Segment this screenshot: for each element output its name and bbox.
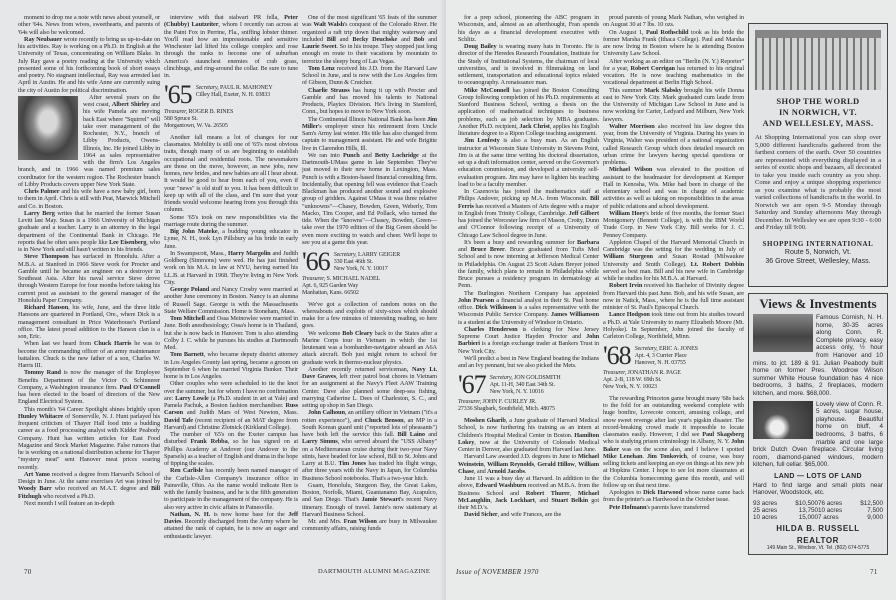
shopping-international-ad: [748, 23, 888, 287]
paragraph-text: for a prep school, pioneering the ABC program in Wisconsin, and, almost as an afterthought, Fran spends his days as a financial development executive with Schlitz.: [458, 14, 599, 43]
paragraph-text: The Burlington Northern Company has appointed John Pearson a financial analyst in their St. Paul home office. Dick Wilkinson is a sales representative with the Wisconsin Public Service Company. James Williamson is a student at the University of Windsor in Ontario.: [458, 289, 599, 326]
paragraph-text: Tom Mitchell and Ossa Meinowlee were married in June. Both anesthesiology; Ossa's home is in Thailand, but she is now back in Hanover. Tom is also attending Colby J. C. while he pursues his studies at Dartmouth Med.: [164, 315, 298, 352]
news-paragraph: [164, 431, 298, 467]
paragraph-text: Larry Berg writes that he married the former Susan Levitt last May. Susan is a 1966 University of Michigan graduate and a teacher. Larry is an attorney in the legal department of the Continental Bank in Chicago. He reports that he often sees people like Lee Eisenberg, who is in New York and still hasn't written to his friends.: [18, 209, 160, 253]
secretary-address: Secretary, ERIC A. JONES Apt. 4, 3 Currier Place Hanover, N. H. 03755: [634, 346, 698, 367]
news-paragraph: [603, 87, 744, 123]
lot-size: 10 acres: [753, 514, 778, 522]
class-header: [164, 80, 298, 110]
paragraph-text: Richard Hanson, his wife, June, and the three little Hansons are quartered in Portland, Ore., where Dick is a management consultant in Price Waterhouse's Portland office. The latest proud addition to the Hanson clan is a son, Eric.: [18, 304, 160, 340]
paragraph-text: We'll predict a best in New England boating the Indians and an Ivy pennant, but we also picked the Mets.: [458, 354, 599, 369]
news-paragraph: [18, 471, 160, 500]
news-paragraph: [164, 467, 298, 511]
paragraph-text: George Poland and Nancy Crosby were married at another June ceremony in Boston. Nancy is an alumna of Russell Sage. George is with the Massachusetts State Welfare Commission. Home is Stoneham, Mass.: [164, 286, 298, 315]
paragraph-text: It's been a busy and rewarding summer for Barbara and Bruce Breer. Bruce graduated from Tufts Med School and is now interning at Jefferson Medical Center in Philadelphia. On August 23 Scott Adam Breyer joined the family, which plans to remain in Philadelphia while Bruce pursues a residency program in dermatology at Penn.: [458, 238, 599, 290]
news-paragraph: [458, 511, 599, 518]
news-paragraph: [18, 304, 160, 340]
news-paragraph: [18, 14, 160, 36]
news-paragraph: [458, 355, 599, 370]
paragraph-text: We ran into Punch and Betty Lochridge at the Dartmouth-UMass game in late September. They've just moved to their new home in Lexington, Mass. Punch is with a Boston-based financial consulting firm. Incidentally, that opening fell was evidence that Coach Blackman has produced another sound and explosive group of gridders. Against UMass it was three relative "unknowns"—Chasey, Bowden, Green, Weberly, Tom Macko, Tim Cooper, and Ed Pollack, who turned the tide. When the "knowns"—Chasey, Bowden, Green—take over the 1970 edition of the Big Green should be even more exciting to watch and cheer. We'll hope to see you at a game this year.: [302, 151, 438, 246]
paragraph-text: Jim Lenfesty is also a busy man. As an English instructor at Wisconsin State University in Stevens Point, Jim is at the same time writing his doctoral dissertation, set up a draft information center, served on the Governor's education commission, and developed a university self-evaluation program. Jim may have to lighten his teaching load to be a faculty member.: [458, 137, 599, 188]
paragraph-text: Next month I will feature an in-depth: [24, 499, 115, 507]
paragraph-text: We've got a collection of random notes on the whereabouts and exploits of sixty-sixes which should make for a few minutes of interesting reading, so here goes.: [302, 300, 437, 330]
paragraph-text: Moshen Gharib, a June graduate of Harvard Medical School, is now furthering his training as an intern at Children's Hospital Medical Center in Boston. Hamilton Lokey, now at the University of Colorado Medical Center in Denver, also graduated from Harvard last June.: [458, 417, 599, 454]
paragraph-text: William Hoey's bride of five months, the former Staci Montgomery (Bennett College), is with the IBM World Trade Corp. in New York City. Bill works for J. C. Penney Company.: [603, 209, 744, 239]
news-paragraph: [18, 36, 160, 94]
lot-price: 7,500: [867, 507, 883, 515]
news-paragraph: [458, 453, 599, 475]
lot-price: $12,500: [860, 500, 883, 508]
news-paragraph: [18, 406, 160, 471]
news-paragraph: [458, 326, 599, 355]
paragraph-text: The Continental Illinois National Bank has been Jim Miller's employer since his retirement from Uncle Sam's Army last winter. His title has also changed from captain to management assistant. He and wife Brigitte live in Clarendon Hills, Ill.: [302, 115, 437, 152]
paragraph-text: This month's '64 Career Spotlight shines brightly upon Hunley Whitacre of Somerville, N. J. Hunt parlayed his frequent criticism of Thayer Hall food into a budding career as a food processing analyst with Kidder Peabody Company. Hunt has written articles for East Food Magazine and Stock Market Magazine. False rumors that he is working on a national distribution scheme for Thayer "mystery meat" sent Hanover meat prices soaring recently.: [18, 405, 160, 471]
news-paragraph: [18, 500, 160, 507]
headline-line: AND WELLESLEY, MASS.: [762, 118, 874, 128]
issue-date: Issue of NOVEMBER 1970: [456, 568, 539, 576]
news-paragraph: [603, 282, 744, 311]
paragraph-text: Steve Thompson has surfaced in Honolulu. After a M.B.A. at Stanford in 1966 Steve work for Procter and Gamble until he became an engineer on a destroyer in Southeast Asia. After his naval service Steve drove through Western Europe for four months before taking his current post as assistant to the general manager of the Honolulu Paper Company.: [18, 253, 160, 304]
lot-row: [753, 507, 883, 514]
paragraph-text: Big John Mateke, a budding young educator in Lyme, N. H., took Lyn Pillsbury as his bride in early June.: [164, 228, 298, 250]
treasurer-address: Treasurer, JONATHAN R. PAGE Apt. 2-B, 118 W. 69th St. New York, N. Y. 10023: [603, 370, 681, 391]
paragraph-text: Ren Carlisle has recently been named manager of the Carlisle-Allen Company's insurance office in Painsville, Ohio. As the name would indicate Ren is with the family business, and he is the fifth generation to participate in the management of the company. He is also very active in civic affairs in Painesville.: [164, 467, 298, 511]
realty-ad: [748, 293, 888, 555]
news-paragraph: [302, 482, 437, 518]
listing: [753, 401, 883, 469]
paragraph-text: The rewarding Princeton game brought many '68s back to the fold for an outstanding weekend complete with huge bonfire, Lovecote concert, amusing collage, and snow sweet revenge after last year's pigskin disaster. The record-breaking crowd made it impossible to locate classmates easily. However, I did see Paul Skagsberg who is studying prison criminology in Albany, N. Y. John Baker was on the scene also, and I believe I spotted Mike Lenehan. Jim Tonkovich, of course, was busy selling tickets and keeping an eye on things at his new job at Hopkins Center. I hope to see lot more classmates at the Columbia homecoming game this month, and will follow up on that next time.: [603, 394, 745, 489]
news-paragraph: [603, 504, 744, 511]
paragraph-text: proud parents of young Mark Nathan, who weighed in on August 30 at 7 lbs. 10 ozs.: [603, 14, 744, 29]
paragraph-text: In Cazenovia has joined the mathematics staff at Philips Andover, picking up M.A. from Wisconsin. Bill Ferris has received a Masters of Arts degree with a major in English from Trinity College, Cambridge. Jeff Gilbert has joined the Worcester law firm of Mason, Crotty, Dunn and O'Connor following receipt of a University of Chicago Law School degree in June.: [458, 188, 599, 239]
news-paragraph: [302, 330, 437, 366]
news-paragraph: [302, 409, 437, 482]
news-paragraph: [458, 188, 599, 239]
column-2: [164, 14, 298, 540]
paragraph-text: Tom Lenz received his J.D. from the Harvard Law School in June, and is now with the Los Angeles firm of Gibson, Dunn & Crutcher.: [302, 64, 437, 87]
paragraph-text: Other couples who were scheduled to tie the knot over the summer, but for whom I have no confirmation are: Larry Lowle (a Ph.D. student in art at Yale) and Pamela Pachuk, a Boston fashion merchandiser. Russ Carson and Judith Mars of West Newton, Mass. David Tafe (recent recipient of an MAT degree from Harvard) and Christine Zlotnick (Kirkland College).: [164, 380, 298, 431]
lot-size: 10 acres: [817, 507, 843, 515]
news-paragraph: [603, 311, 744, 340]
column-1: [18, 14, 160, 507]
news-paragraph: [18, 94, 160, 188]
news-paragraph: [164, 214, 298, 229]
listing-text: Lovely view of Conn. R. 5 acres, sugar house, playhouse. Beautiful home on bluff, 4 bedrooms, 3 baths, 6 marble and one large brick Dutch Oven fireplace. Circular living room, diamond-paned windows, modern kitchen, full cellar. $65,000.: [753, 400, 883, 469]
paragraph-text: Tommy Rand is now the manager of the Employee Benefits Department of the Victor O. Schinnerer Company, a Washington insurance firm. Paul O'Connell has been elected to the board of directors of the New England Electrical System.: [18, 369, 161, 406]
house-photo: [753, 314, 813, 352]
paragraph-text: Chris Palmer and his wife have a new baby girl, born to them in April. Chris is still with Peat, Marwick Mitchell and Co. in Boston.: [18, 188, 160, 210]
ad-company-name: SHOPPING INTERNATIONAL: [762, 239, 874, 248]
news-paragraph: [458, 137, 599, 188]
paragraph-text: John Calhoun, an artillery officer in Vietnam ("it's a rotten experience"), and Chuck Benson, an MP in a South Korean guard unit ("reported lots of pheasants") have both left the service this fall. Bill Laino and Larry Simms, who served aboard the "USS Albany" on a Mediterranean cruise during their two-year Navy stints, have headed for law school, Bill to St. Johns and Larry at B.U. Tim Jones has traded his flight wings, after three years with the Navy in Japan, for Columbia Business School notebooks. That's a two-year hitch.: [302, 409, 437, 482]
news-paragraph: [458, 87, 599, 138]
news-paragraph: [164, 315, 298, 351]
news-paragraph: [164, 134, 298, 214]
headline-line: IN NORWICH, VT.: [778, 107, 858, 117]
news-paragraph: [302, 152, 437, 246]
shop-building-illustration: [755, 30, 881, 90]
page-number: 70: [24, 568, 32, 576]
news-paragraph: [458, 290, 599, 326]
paragraph-text: Nathan, N. H. is now home base for the Jeff Davies. Recently discharged from the Army where he attained the rank of captain, he is now an eager and enthusiastic lawyer.: [164, 510, 298, 540]
paragraph-text: When last we heard from Chuck Harris he was to become the commanding officer of an army maintenance battalion. Chuck is the new father of a son, Charles W. Harris III.: [18, 340, 160, 369]
class-year: '65: [164, 80, 192, 110]
news-paragraph: [603, 14, 744, 29]
news-paragraph: [458, 417, 599, 453]
land-lots-table: [753, 500, 883, 521]
paragraph-text: Lance Hodgson took time out from his studies toward a Ph.D. at Yale University to marry Elizabeth Moore (Mt. Holyoke). In September, John joined the faculty of Carleton College, Northfield, Minn.: [603, 311, 744, 340]
news-paragraph: [302, 116, 437, 152]
paragraph-text: David Sicher, and wife Frances, are the: [464, 511, 562, 519]
news-paragraph: [458, 43, 599, 87]
class-year: '68: [603, 341, 631, 371]
paragraph-text: Appleton Chapel of the Harvard Memorial Church in Cambridge was the setting for the wedding in July of William Sturgeon and Susan Rostad (Milwaukee University and Smith College). Lt. Robert Dobbin served as best man. Bill and his new wife in Cambridge while he studies for his M.B.A. at Harvard.: [603, 238, 744, 282]
class-header: [302, 247, 437, 276]
news-paragraph: [302, 301, 437, 330]
realtor-name: HILDA B. RUSSELL: [776, 524, 860, 534]
secretary-address: Secretary, LARRY GEIGER 330 East 46th St. New York, N. Y. 10017: [333, 252, 401, 272]
news-paragraph: [603, 166, 744, 210]
paragraph-text: Apologies to Dick Harwood whose name came back from the printer's as Hardwood in the October issue.: [603, 489, 744, 504]
news-paragraph: [18, 210, 160, 254]
news-paragraph: [18, 253, 160, 304]
portrait-photo: [18, 96, 78, 160]
paragraph-text: Michael Wilson was elevated to the position of assistant to the headmaster for development at Kemper Hall in Kenosha, Wis. Mike had been in charge of the elementary school and was in charge of academic activities as well as taking on responsibilities in the areas of public relations and school development.: [603, 166, 744, 210]
news-paragraph: [302, 87, 437, 116]
paragraph-text: interview with that stalwart PR fella, Peter (Chubby) Lautzeiter, whom I recently ran across at the Paint Fox in Perrine, Fla., sniffing lobster thimer. You'll read how an impressionable and sensitive Winchester lad lifted his college complex and rose through the ranks to become one of suburban America's staunchest enemies of crab grass, clinchbugs, and ring-around the collar. Be sure to tune in.: [164, 14, 299, 79]
paragraph-text: Another recently returned serviceman, Navy Lt. Dave Graves, left river patrol boat chores in Vietnam for an assignment at the Navy's Fleet AAW Training Center. Dave also planned some deep-sea fishing, marrying Catherine L. Dees of Charleston, S. C., and setting up shop in San Diego.: [302, 365, 437, 410]
paragraph-text: Ray Neubauer wrote recently to bring us up-to-date on his activities. Ray is working on a Ph.D. in English at the University of Texas, concentrating on William Blake. In July Ray gave a poetry reading at the University which presented some of his forthcoming book of short essays and poetry. No stagnant intellectual, Ray was arrested last April in Austin. He and his wife Anne are currently suing the city of Austin for political discrimination.: [18, 35, 161, 94]
news-paragraph: [164, 380, 298, 431]
paragraph-text: One of the most significant '65 feats of the summer was Walt Walsh's conquest of the Colorado River. He organized a raft trip down that mighty waterway and included Bill and Becky Deuchske and Bob and Laurie Sweet. So in his troupe. They stopped just long enough en route to their vacations by mountain to terrorize the sleepy burg of Las Vegas.: [302, 14, 437, 65]
secretary-address: Secretary, JON GOLDSMITH Apt. 11-H, 340 East 34th St. New York, N. Y. 10016: [489, 375, 561, 396]
paragraph-text: Mr. and Mrs. Fran Wilson are busy in Milwaukee community affairs, raising funds: [302, 518, 437, 533]
news-paragraph: [458, 239, 599, 290]
paragraph-text: On August 1, Paul Rothschild took as his bride the former Marsha Frank (Ithaca College). Paul and Marsha are now living in Boston where he is attending Boston University Law School.: [603, 28, 744, 58]
house-photo: [753, 401, 813, 439]
column-4: [458, 14, 599, 519]
paragraph-text: The number of '65's on the Exeter campus has disturbed Frank Rebba, so he has signed on at Phillips Academy at Andover (our Andover to the Sparsels) as a teacher of English and drama in the hope of tipping the scales.: [164, 431, 298, 468]
paragraph-text: Mike McConnell has joined the Boston Consulting Group following completion of his Ph.D. requirements at Stanford Business School, writing a thesis on the application of mathematical techniques to business problems, such as job selection by MBA graduates. Another Ph.D. recipient, Jack Christ, applies his English literature degree to a Ripon College teaching assignment.: [458, 86, 599, 137]
paragraph-text: Art Yamo received a degree from Harvard's School of Design in June. At the same exercises Art was joined by Woody Barr who received an M.A.T. degree and Bill Fitzhugh who received a Ph.D.: [18, 470, 161, 500]
news-paragraph: [603, 239, 744, 283]
lot-price: 15,000: [798, 514, 818, 522]
land-intro: Hard to find large and small plots near Hanover, Woodstock, etc.: [753, 481, 883, 497]
paragraph-text: Some '65's took on new responsibilities via the marriage route during the summer.: [164, 213, 298, 228]
lot-size: 76 acres: [817, 500, 843, 508]
paragraph-text: In Swampscott, Mass., Harry Margolin and Judith Goldberg (Simmons) were wed. He has just finished work on his M.A. in law at NYU, having earned his LL.B. at Harvard in 1968. They're living in New York City.: [164, 249, 298, 286]
page-number: 71: [870, 568, 878, 576]
news-paragraph: [164, 351, 298, 380]
paragraph-text: Charlie Strauss has hung it up with Procter and Gamble and has moved his talents to National Products, Playtex Division. He's living in Stamford, Conn., but hopes to move to New York soon.: [302, 86, 437, 116]
news-paragraph: [458, 475, 599, 511]
class-header: [458, 370, 599, 400]
paragraph-text: Guam, Honolulu, Sturgeon Bay, the Great Lakes, Boston, Norfolk, Miami, Guantanamo Bay, Acapulco, and San Diego. That's Jamie Stewart's recent Navy itinerary. Enough of travel. Jamie's now stationary at Harvard Business School.: [302, 481, 438, 518]
class-header: [603, 341, 744, 371]
paragraph-text: Doug Bailey is wearing many hats in Toronto. He is director of the Heredes Research Foundation, Institute for the Study of Institutional Systems, the chairman of local universities, and is involved in filmmaking on land settlement, transportation and educational topics related to oceanography. A renaissance man.: [458, 43, 599, 87]
secretary-address: Secretary, PAUL R. MAHONEY Cilley Hall, Exeter, N. H. 03833: [195, 85, 273, 99]
news-paragraph: [164, 228, 298, 250]
news-paragraph: [603, 395, 744, 489]
news-paragraph: [458, 14, 599, 43]
paragraph-text: moment to drop me a note with news about yourself, or other '64s. News from wives, sweethearts, and parents of '64s will also be welcomed.: [18, 14, 160, 36]
news-paragraph: [18, 188, 160, 210]
news-paragraph: [164, 250, 298, 286]
news-paragraph: [302, 14, 437, 65]
paragraph-text: We welcome Bob Cleary back to the States after a Marine Corps tour in Vietnam in which the 1st lieutenant was a bombardier-navigator aboard an A6A attack aircraft. Bob just might return to school for graduate work in thermo-nuclear physics.: [302, 329, 438, 366]
paragraph-text: Harvard Law awarded J.D. degrees in June to Michael Weinstein, William Reynolds, Gerald Hillow, William Chase, and Arnold Jacobs.: [458, 453, 600, 475]
paragraph-text: Robert Irvin received his Bachelor of Divinity degree from Harvard this past June. Bob, and his wife Susan, are now in Natick, Mass., where he is the full time assistant minister of St. Paul's Episcopal Church.: [603, 282, 745, 311]
lot-row: [753, 514, 883, 521]
ad-body: At Shopping International you can shop over 5,000 different handicrafts gathered from the farthest corners of the earth. Over 50 countries are represented with everything displayed in a series of exotic shops and bazaars, all decorated to take you inside each country as you shop. Come and enjoy a unique shopping experience as you examine what is probably the most varied collections of handicrafts in the world. In Norwich we are open 9-5 Monday through Saturday and Sunday afternoons May through December. In Wellesley we are open 9:30 - 6:00 and Friday till 9:00.: [755, 134, 881, 231]
news-paragraph: [603, 58, 744, 87]
news-paragraph: [302, 366, 437, 410]
lot-size: 7 acres: [817, 514, 839, 522]
lot-size: 25 acres: [753, 507, 778, 515]
paragraph-text: Walter Morrison also received his law degree this year, from the University of Virginia. During his years in Virginia, Walter was president of a national organization called Research Group which does detailed research on urban crime for lawyers having special questions or problems.: [603, 122, 745, 166]
treasurer-address: Treasurer, JOHN F. CURLEY JR. 27336 Shagbark, Southfield, Mich. 48075: [458, 399, 555, 413]
realtor-address: 149 Main St., Windsor, Vt. Tel. (802) 674-5775: [766, 545, 870, 552]
lot-size: 93 acres: [753, 500, 778, 508]
ad-headline: [755, 96, 881, 129]
treasurer-address: Treasurer, ROGER B. RINES 580 Spruce St. Morgantown, W. Va. 26505: [164, 109, 234, 130]
realtor-title: REALTOR: [796, 536, 840, 546]
paragraph-text: June 11 was a busy day at Harvard. In addition to the above, Edward Washburn received an M.B.A. from the Business School and Robert Thurer, Michael McLaughlin, Jack Lockhart, and Stuart Belkin got their M.D.'s.: [458, 475, 600, 512]
column-3: [302, 14, 437, 533]
ad-title: Views & Investments: [759, 296, 877, 311]
paragraph-text: After working as an editor on "Berlin (N. Y.) Reporter" for a year, Robert Corrigan has returned to his original vocation. He is now teaching mathematics in the vocational department at Berlin High School.: [603, 57, 744, 87]
running-foot: DARTMOUTH ALUMNI MAGAZINE: [318, 568, 431, 575]
paragraph-text: This summer Mark Slabsky brought his wife Donna east to New York City. Mark graduated cum laude from the University of Michigan Law School in June and is now working for Carter, Ledyard and Milburn, New York lawyers.: [603, 86, 744, 123]
ad-address: 36 Grove Street, Wellesley, Mass.: [765, 257, 871, 265]
lot-price: 13,750: [798, 507, 818, 515]
paragraph-text: Charles Henderson is clerking for New Jersey Supreme Court Justice Hayden Proctor and John Barbieri is a foreign exchange trader at Bankers Trust in New York City.: [458, 325, 599, 355]
news-paragraph: [164, 286, 298, 315]
news-paragraph: [603, 29, 744, 58]
paragraph-text: Tom Barnett, who became deputy district attorney in Los Angeles County last spring, became a groom on September 6 when he married Virginia Bunker. Their home is in Los Angeles.: [164, 351, 299, 381]
land-heading: LAND — LOTS OF LAND: [774, 472, 862, 480]
news-paragraph: [18, 340, 160, 369]
news-paragraph: [603, 210, 744, 239]
left-page: [0, 0, 446, 600]
listing-text: Famous Cornish, N. H. home, 30-35 acres along Conn. R. Complete privacy, easy access only, ½ hour from Hanover and 10 mins. to jct. 189 & 91. Julian Peabody built home on former Pres. Woodrow Wilson summer White House foundation has 4 nice bedrooms, 3 baths, 2 fireplaces, modern kitchen, and more. $68,000.: [753, 314, 883, 397]
news-paragraph: [164, 511, 298, 540]
ad-address: Route 5, Norwich, Vt.: [784, 248, 852, 256]
news-paragraph: [603, 489, 744, 504]
news-paragraph: [302, 518, 437, 533]
news-paragraph: [18, 369, 160, 405]
column-5: [603, 14, 744, 511]
class-year: '66: [302, 247, 330, 276]
news-paragraph: [164, 14, 298, 79]
lot-price: $10,500: [795, 500, 818, 508]
news-paragraph: [603, 123, 744, 167]
paragraph-text: Another fall means a lot of changes for our classmates. Mobility is still one of '65's most obvious traits, though many of us are beginning to establish occupational and residential roots. The newsmakers are those on the move, however, as new jobs, new homes, new brides, and new babies are all I hear about. It would be good to hear from each of you, even if your "news" is old stuff to you. It has been difficult to keep up with all of the class, and I'm sure that your friends would welcome hearing from you through this column.: [164, 133, 298, 214]
paragraph-text: Pete Hofmann's parents have transferred: [609, 503, 710, 511]
headline-line: SHOP THE WORLD: [776, 96, 860, 106]
treasurer-address: Treasurer, S. MICHAEL NADEL Apt. 6, 925 Garden Way Manhattan, Kans. 66502: [302, 276, 381, 296]
listing: [753, 314, 883, 398]
lot-row: [753, 500, 883, 507]
class-year: '67: [458, 370, 486, 400]
lot-price: 9,000: [867, 514, 883, 522]
news-paragraph: [302, 65, 437, 87]
paragraph-text: After several years on the west coast, Albert Shirley and his wife Pamela are moving back East where "Squirrel" will take over management of the Rochester, N.Y., branch of Libby Products, Owens-Illinois, Inc. He joined Libby in 1964 as sales representative with the firm's Los Angeles branch, and in 1966 was named premium sales coordinator for the western region. The Rochester branch of Libby Products covers upper New York State.: [18, 93, 160, 188]
